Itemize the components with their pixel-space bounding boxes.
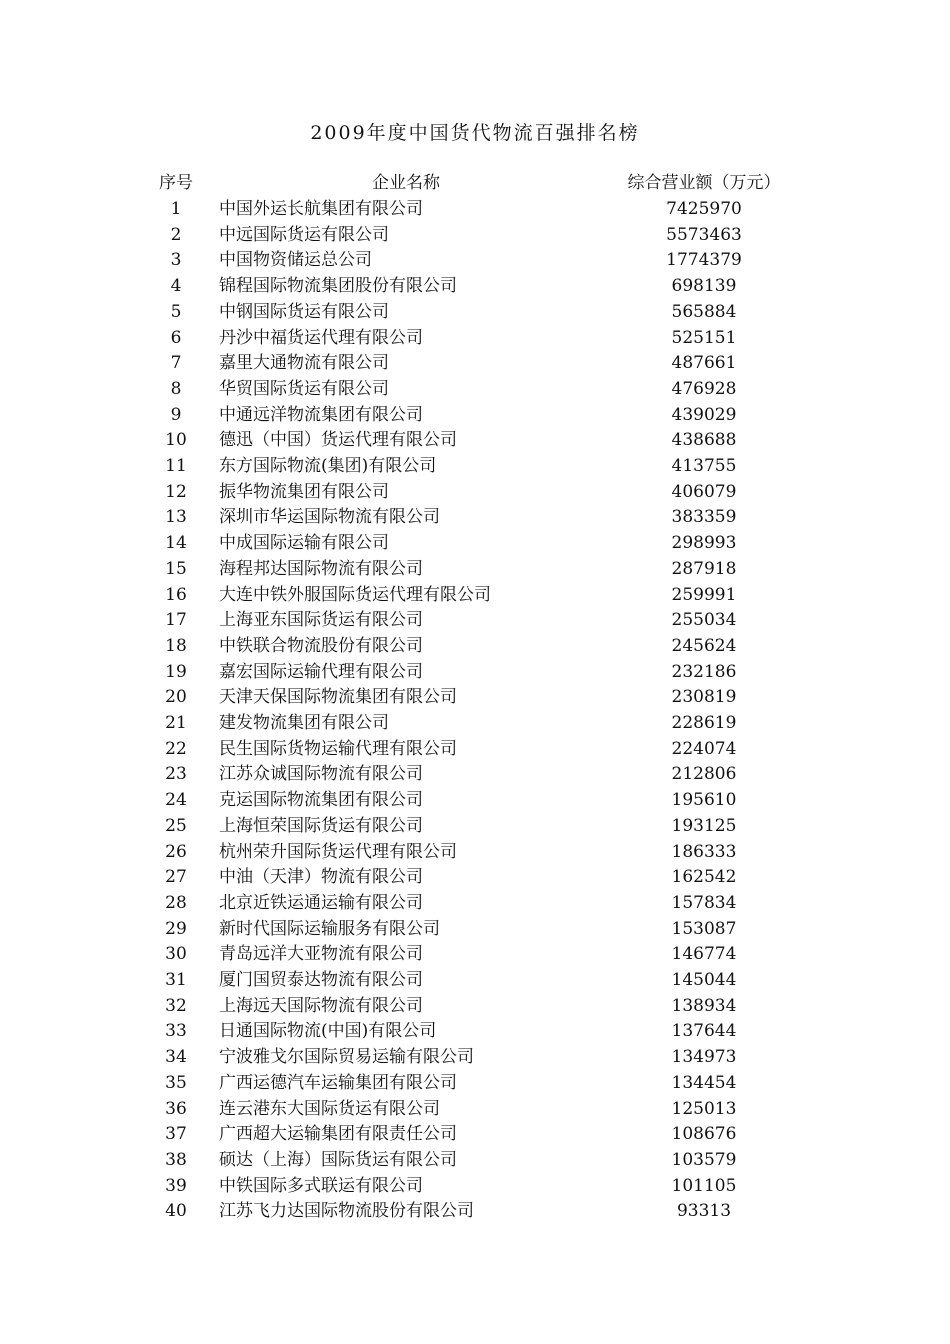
table-row bbox=[0, 325, 950, 351]
cell-revenue: 93313 bbox=[676, 1201, 732, 1222]
cell-rank: 20 bbox=[165, 687, 187, 708]
table-row bbox=[0, 504, 950, 530]
table-header bbox=[0, 170, 950, 196]
table-row bbox=[0, 299, 950, 325]
cell-revenue: 1774379 bbox=[666, 250, 742, 271]
cell-rank: 22 bbox=[165, 738, 187, 759]
cell-company-name: 中铁联合物流股份有限公司 bbox=[219, 635, 423, 656]
table-row bbox=[0, 1018, 950, 1044]
cell-revenue: 487661 bbox=[671, 353, 737, 374]
cell-company-name: 广西超大运输集团有限责任公司 bbox=[219, 1124, 457, 1145]
cell-revenue: 224074 bbox=[671, 738, 737, 759]
table-row bbox=[0, 916, 950, 942]
cell-company-name: 连云港东大国际货运有限公司 bbox=[219, 1098, 440, 1119]
table-row bbox=[0, 530, 950, 556]
table-row bbox=[0, 941, 950, 967]
cell-rank: 28 bbox=[165, 892, 187, 913]
table-row bbox=[0, 633, 950, 659]
cell-revenue: 525151 bbox=[671, 327, 737, 348]
cell-revenue: 134973 bbox=[671, 1047, 737, 1068]
cell-company-name: 大连中铁外服国际货运代理有限公司 bbox=[219, 584, 491, 605]
cell-revenue: 439029 bbox=[671, 404, 737, 425]
cell-rank: 30 bbox=[165, 944, 187, 965]
header-company-name: 企业名称 bbox=[372, 173, 440, 193]
cell-revenue: 406079 bbox=[671, 481, 737, 502]
table-row bbox=[0, 427, 950, 453]
cell-rank: 31 bbox=[165, 970, 187, 990]
cell-revenue: 565884 bbox=[671, 301, 737, 322]
cell-revenue: 125013 bbox=[671, 1098, 737, 1119]
cell-revenue: 146774 bbox=[671, 944, 737, 965]
cell-revenue: 108676 bbox=[671, 1124, 737, 1145]
cell-revenue: 186333 bbox=[671, 841, 737, 862]
cell-company-name: 江苏众诚国际物流有限公司 bbox=[219, 764, 423, 785]
cell-company-name: 硕达（上海）国际货运有限公司 bbox=[219, 1149, 457, 1170]
cell-rank: 26 bbox=[165, 841, 187, 862]
cell-revenue: 101105 bbox=[671, 1175, 737, 1196]
cell-rank: 15 bbox=[165, 558, 187, 579]
cell-rank: 18 bbox=[165, 635, 187, 656]
cell-rank: 12 bbox=[165, 481, 187, 502]
cell-rank: 8 bbox=[170, 378, 182, 399]
table-row bbox=[0, 350, 950, 376]
cell-rank: 25 bbox=[165, 815, 187, 836]
cell-company-name: 中通远洋物流集团有限公司 bbox=[219, 404, 423, 425]
cell-rank: 27 bbox=[165, 867, 187, 888]
cell-revenue: 230819 bbox=[671, 687, 737, 708]
cell-company-name: 海程邦达国际物流有限公司 bbox=[219, 558, 423, 579]
cell-revenue: 259991 bbox=[671, 584, 737, 605]
cell-rank: 33 bbox=[165, 1021, 187, 1042]
cell-company-name: 上海远天国际物流有限公司 bbox=[219, 995, 423, 1016]
table-row bbox=[0, 659, 950, 685]
cell-company-name: 上海亚东国际货运有限公司 bbox=[219, 610, 423, 631]
cell-revenue: 162542 bbox=[671, 867, 737, 888]
table-row bbox=[0, 453, 950, 479]
table-row bbox=[0, 402, 950, 428]
cell-company-name: 宁波雅戈尔国际贸易运输有限公司 bbox=[219, 1047, 474, 1068]
table-row bbox=[0, 1198, 950, 1224]
cell-rank: 13 bbox=[165, 507, 187, 528]
cell-company-name: 振华物流集团有限公司 bbox=[219, 481, 389, 502]
table-row bbox=[0, 196, 950, 222]
header-revenue: 综合营业额（万元） bbox=[627, 173, 781, 193]
cell-company-name: 嘉宏国际运输代理有限公司 bbox=[219, 661, 423, 682]
table-row bbox=[0, 1121, 950, 1147]
cell-company-name: 中成国际运输有限公司 bbox=[219, 533, 389, 554]
cell-rank: 40 bbox=[165, 1201, 187, 1222]
cell-revenue: 298993 bbox=[671, 533, 737, 554]
cell-rank: 16 bbox=[165, 584, 187, 605]
table-row bbox=[0, 864, 950, 890]
cell-rank: 37 bbox=[165, 1124, 187, 1145]
cell-revenue: 476928 bbox=[671, 378, 737, 399]
cell-revenue: 413755 bbox=[671, 456, 737, 476]
cell-revenue: 245624 bbox=[671, 635, 737, 656]
cell-rank: 34 bbox=[165, 1047, 187, 1068]
cell-rank: 1 bbox=[170, 199, 182, 219]
table-row bbox=[0, 376, 950, 402]
cell-rank: 11 bbox=[165, 456, 187, 476]
cell-company-name: 深圳市华运国际物流有限公司 bbox=[219, 507, 440, 528]
cell-revenue: 212806 bbox=[671, 764, 737, 785]
cell-rank: 17 bbox=[165, 610, 187, 631]
cell-company-name: 德迅（中国）货运代理有限公司 bbox=[219, 430, 457, 451]
page-title: 2009年度中国货代物流百强排名榜 bbox=[310, 122, 640, 144]
cell-company-name: 锦程国际物流集团股份有限公司 bbox=[219, 276, 457, 297]
header-rank: 序号 bbox=[159, 173, 193, 193]
table-row bbox=[0, 993, 950, 1019]
cell-rank: 7 bbox=[170, 353, 182, 374]
cell-company-name: 江苏飞力达国际物流股份有限公司 bbox=[219, 1201, 474, 1222]
cell-company-name: 广西运德汽车运输集团有限公司 bbox=[219, 1072, 457, 1093]
cell-rank: 2 bbox=[170, 224, 182, 245]
cell-revenue: 255034 bbox=[671, 610, 737, 631]
cell-company-name: 民生国际货物运输代理有限公司 bbox=[219, 738, 457, 759]
cell-revenue: 5573463 bbox=[666, 224, 742, 245]
table-row bbox=[0, 1044, 950, 1070]
table-row bbox=[0, 710, 950, 736]
cell-rank: 23 bbox=[165, 764, 187, 785]
cell-revenue: 7425970 bbox=[666, 199, 742, 219]
cell-company-name: 中国外运长航集团有限公司 bbox=[219, 199, 423, 219]
cell-rank: 21 bbox=[165, 713, 187, 733]
cell-revenue: 103579 bbox=[671, 1149, 737, 1170]
cell-company-name: 建发物流集团有限公司 bbox=[219, 713, 389, 733]
cell-revenue: 228619 bbox=[671, 713, 737, 733]
cell-company-name: 中铁国际多式联运有限公司 bbox=[219, 1175, 423, 1196]
cell-revenue: 698139 bbox=[671, 276, 737, 297]
cell-company-name: 杭州荣升国际货运代理有限公司 bbox=[219, 841, 457, 862]
cell-revenue: 137644 bbox=[671, 1021, 737, 1042]
table-row bbox=[0, 222, 950, 248]
table-row bbox=[0, 839, 950, 865]
table-row bbox=[0, 890, 950, 916]
cell-rank: 9 bbox=[170, 404, 182, 425]
cell-rank: 6 bbox=[170, 327, 182, 348]
cell-rank: 32 bbox=[165, 995, 187, 1016]
table-row bbox=[0, 1070, 950, 1096]
cell-rank: 5 bbox=[170, 301, 182, 322]
cell-revenue: 134454 bbox=[671, 1072, 737, 1093]
cell-revenue: 157834 bbox=[671, 892, 737, 913]
table-row bbox=[0, 607, 950, 633]
table-row bbox=[0, 273, 950, 299]
cell-company-name: 东方国际物流(集团)有限公司 bbox=[219, 456, 437, 476]
cell-revenue: 438688 bbox=[671, 430, 737, 451]
table-row bbox=[0, 556, 950, 582]
cell-company-name: 嘉里大通物流有限公司 bbox=[219, 353, 389, 374]
cell-company-name: 中钢国际货运有限公司 bbox=[219, 301, 389, 322]
cell-revenue: 195610 bbox=[671, 790, 737, 811]
cell-company-name: 中远国际货运有限公司 bbox=[219, 224, 389, 245]
cell-rank: 29 bbox=[165, 918, 187, 939]
cell-revenue: 145044 bbox=[671, 970, 737, 990]
cell-rank: 10 bbox=[165, 430, 187, 451]
cell-company-name: 厦门国贸泰达物流有限公司 bbox=[219, 970, 423, 990]
cell-company-name: 中国物资储运总公司 bbox=[219, 250, 372, 271]
cell-company-name: 丹沙中福货运代理有限公司 bbox=[219, 327, 423, 348]
cell-revenue: 138934 bbox=[671, 995, 737, 1016]
cell-company-name: 克运国际物流集团有限公司 bbox=[219, 790, 423, 811]
table-row bbox=[0, 684, 950, 710]
table-row bbox=[0, 1096, 950, 1122]
cell-rank: 14 bbox=[165, 533, 187, 554]
cell-rank: 38 bbox=[165, 1149, 187, 1170]
table-row bbox=[0, 582, 950, 608]
cell-rank: 19 bbox=[165, 661, 187, 682]
cell-revenue: 287918 bbox=[671, 558, 737, 579]
cell-company-name: 新时代国际运输服务有限公司 bbox=[219, 918, 440, 939]
cell-company-name: 北京近铁运通运输有限公司 bbox=[219, 892, 423, 913]
cell-company-name: 华贸国际货运有限公司 bbox=[219, 378, 389, 399]
table-row bbox=[0, 761, 950, 787]
cell-company-name: 日通国际物流(中国)有限公司 bbox=[219, 1021, 437, 1042]
cell-revenue: 383359 bbox=[671, 507, 737, 528]
table-row bbox=[0, 967, 950, 993]
table-row bbox=[0, 247, 950, 273]
cell-company-name: 上海恒荣国际货运有限公司 bbox=[219, 815, 423, 836]
cell-rank: 24 bbox=[165, 790, 187, 811]
cell-rank: 36 bbox=[165, 1098, 187, 1119]
cell-company-name: 中油（天津）物流有限公司 bbox=[219, 867, 423, 888]
table-row bbox=[0, 813, 950, 839]
cell-rank: 3 bbox=[170, 250, 182, 271]
cell-company-name: 天津天保国际物流集团有限公司 bbox=[219, 687, 457, 708]
cell-revenue: 193125 bbox=[671, 815, 737, 836]
cell-rank: 39 bbox=[165, 1175, 187, 1196]
table-row bbox=[0, 479, 950, 505]
cell-rank: 35 bbox=[165, 1072, 187, 1093]
cell-revenue: 232186 bbox=[671, 661, 737, 682]
table-row bbox=[0, 736, 950, 762]
table-row bbox=[0, 1147, 950, 1173]
cell-company-name: 青岛远洋大亚物流有限公司 bbox=[219, 944, 423, 965]
cell-revenue: 153087 bbox=[671, 918, 737, 939]
table-row bbox=[0, 787, 950, 813]
cell-rank: 4 bbox=[170, 276, 182, 297]
table-row bbox=[0, 1173, 950, 1199]
